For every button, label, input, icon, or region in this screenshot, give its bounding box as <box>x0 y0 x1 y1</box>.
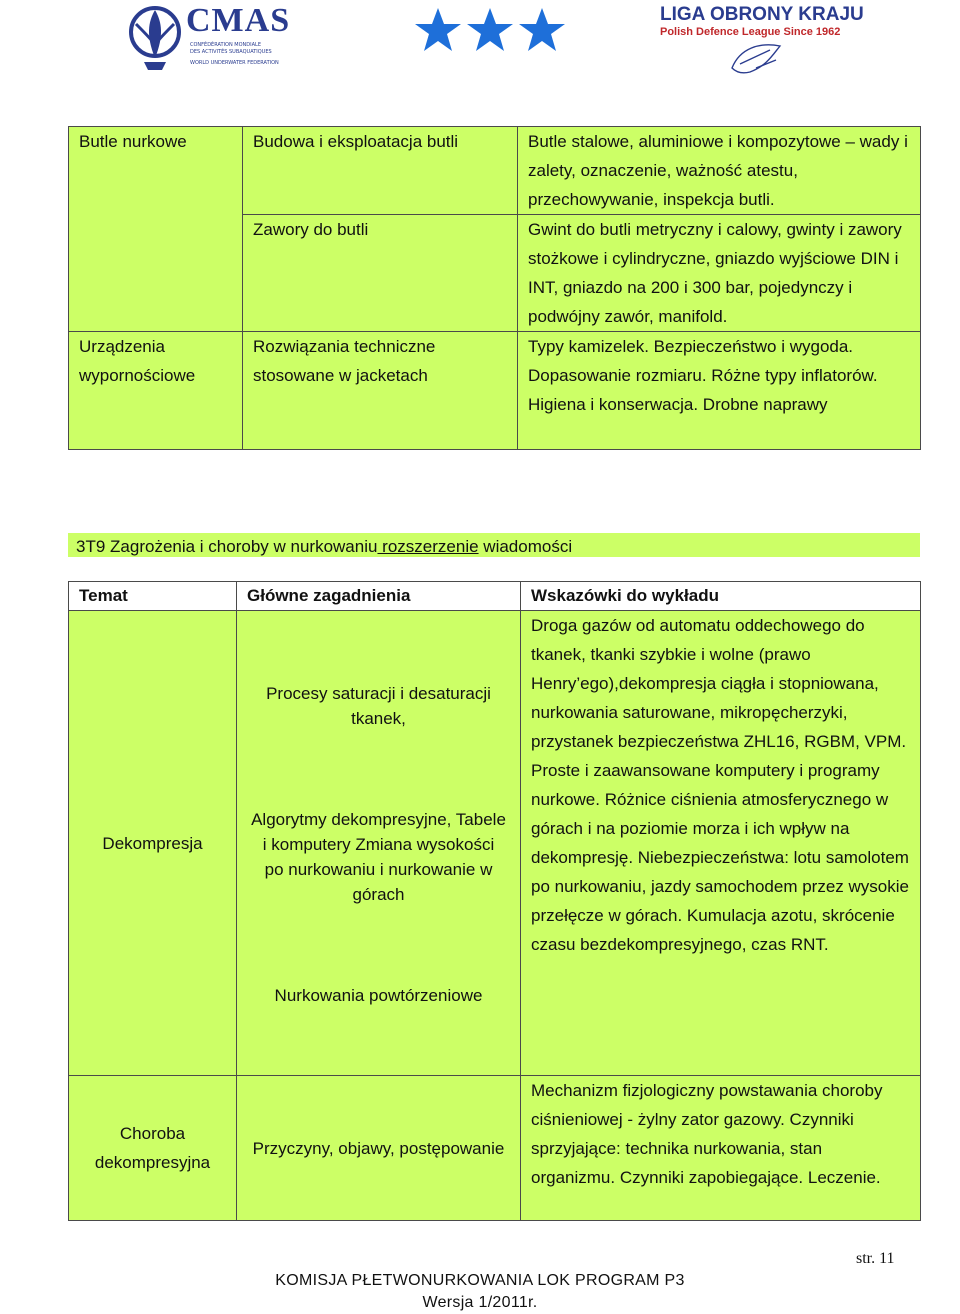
cmas-sub-line: WORLD UNDERWATER FEDERATION <box>190 60 279 66</box>
table-cell: Typy kamizelek. Bezpieczeństwo i wygoda. Dopasowanie rozmiaru. Różne typy inflatorów. Higiena i konserwacja. Drobne naprawy <box>518 332 921 450</box>
hints-cell: Mechanizm fizjologiczny powstawania choroby ciśnieniowej - żylny zator gazowy. Czynniki sprzyjające: technika nurkowania, stan organizmu. Czynniki zapobiegające. Leczenie. <box>521 1076 921 1221</box>
column-header: Temat <box>69 582 237 611</box>
cmas-logo <box>126 2 294 72</box>
table-row <box>69 215 921 332</box>
column-header: Wskazówki do wykładu <box>521 582 921 611</box>
lok-subtitle: Polish Defence League Since 1962 <box>660 26 841 38</box>
cmas-sub-line: DES ACTIVITÉS SUBAQUATIQUES <box>190 49 272 55</box>
issues-cell <box>237 1076 521 1221</box>
topic-cell <box>69 1076 237 1221</box>
table-cell: Gwint do butli metryczny i calowy, gwinty i zawory stożkowe i cylindryczne, gniazdo wyjściowe DIN i INT, gniazdo na 200 i 300 bar, pojedynczy i podwójny zawór, manifold. <box>518 215 921 332</box>
cmas-wordmark: CMAS <box>186 2 291 39</box>
footer-line: KOMISJA PŁETWONURKOWANIA LOK PROGRAM P3 <box>275 1272 685 1289</box>
topic-label: Dekompresja <box>102 833 203 853</box>
section-title-end: wiadomości <box>478 537 573 556</box>
table-cell: Zawory do butli <box>243 215 518 332</box>
issue-item: Przyczyny, objawy, postępowanie <box>252 1138 505 1158</box>
section-title-underlined: rozszerzenie <box>377 537 479 556</box>
table-row <box>69 332 921 450</box>
table-row <box>69 611 921 1076</box>
topic-cell <box>69 611 237 1076</box>
table-cell <box>69 215 243 332</box>
issue-item: Procesy saturacji i desaturacji tkanek, <box>266 684 491 728</box>
table-row <box>69 1076 921 1221</box>
issue-item: Algorytmy dekompresyjne, Tabele i komputery Zmiana wysokości po nurkowaniu i nurkowanie w górach <box>251 810 506 904</box>
footer-version: Wersja 1/2011r. <box>422 1294 538 1311</box>
table-header-row <box>69 582 921 611</box>
page-number: str. 11 <box>856 1250 895 1267</box>
section-code: 3T9 <box>76 537 106 556</box>
table-cell: Rozwiązania techniczne stosowane w jacketach <box>243 332 518 450</box>
lok-title: LIGA OBRONY KRAJU <box>660 4 864 25</box>
table-cell: Budowa i eksploatacja butli <box>243 127 518 215</box>
table-row <box>69 127 921 215</box>
table-cell: Urządzenia wypornościowe <box>69 332 243 450</box>
topic-label: Choroba dekompresyjna <box>94 1124 211 1172</box>
column-header: Główne zagadnienia <box>237 582 521 611</box>
section-title: Zagrożenia i choroby w nurkowaniu <box>110 537 378 556</box>
hints-cell: Droga gazów od automatu oddechowego do tkanek, tkanki szybkie i wolne (prawo Henry’ego),dekompresja ciągła i stopniowana, nurkowania saturowane, mikropęcherzyki, przystanek bezpieczeństwa ZHL16, RGBM, VPM. Proste i zaawansowane komputery i programy nurkowe. Różnice ciśnienia atmosferycznego w górach i na poziomie morza i ich wpływ na dekompresję. Niebezpieczeństwa: lotu samolotem po nurkowaniu, jazdy samochodem przez wysokie przełęcze w górach. Kumulacja azotu, skrócenie czasu bezdekompresyjnego, czas RNT. <box>521 611 921 1076</box>
issue-item: Nurkowania powtórzeniowe <box>274 986 483 1005</box>
cmas-emblem-icon <box>126 2 184 72</box>
table-cell: Butle stalowe, aluminiowe i kompozytowe – wady i zalety, oznaczenie, ważność atestu, przechowywanie, inspekcja butli. <box>518 127 921 215</box>
equipment-table <box>68 126 921 450</box>
table-cell: Butle nurkowe <box>69 127 243 215</box>
three-stars-icon <box>414 6 566 56</box>
lecture-table <box>68 581 921 1221</box>
cmas-sub-line: CONFÉDÉRATION MONDIALE <box>190 42 261 48</box>
lok-emblem-icon <box>726 38 786 78</box>
page-header <box>0 0 960 80</box>
issues-cell <box>237 611 521 1076</box>
section-heading <box>68 533 920 557</box>
